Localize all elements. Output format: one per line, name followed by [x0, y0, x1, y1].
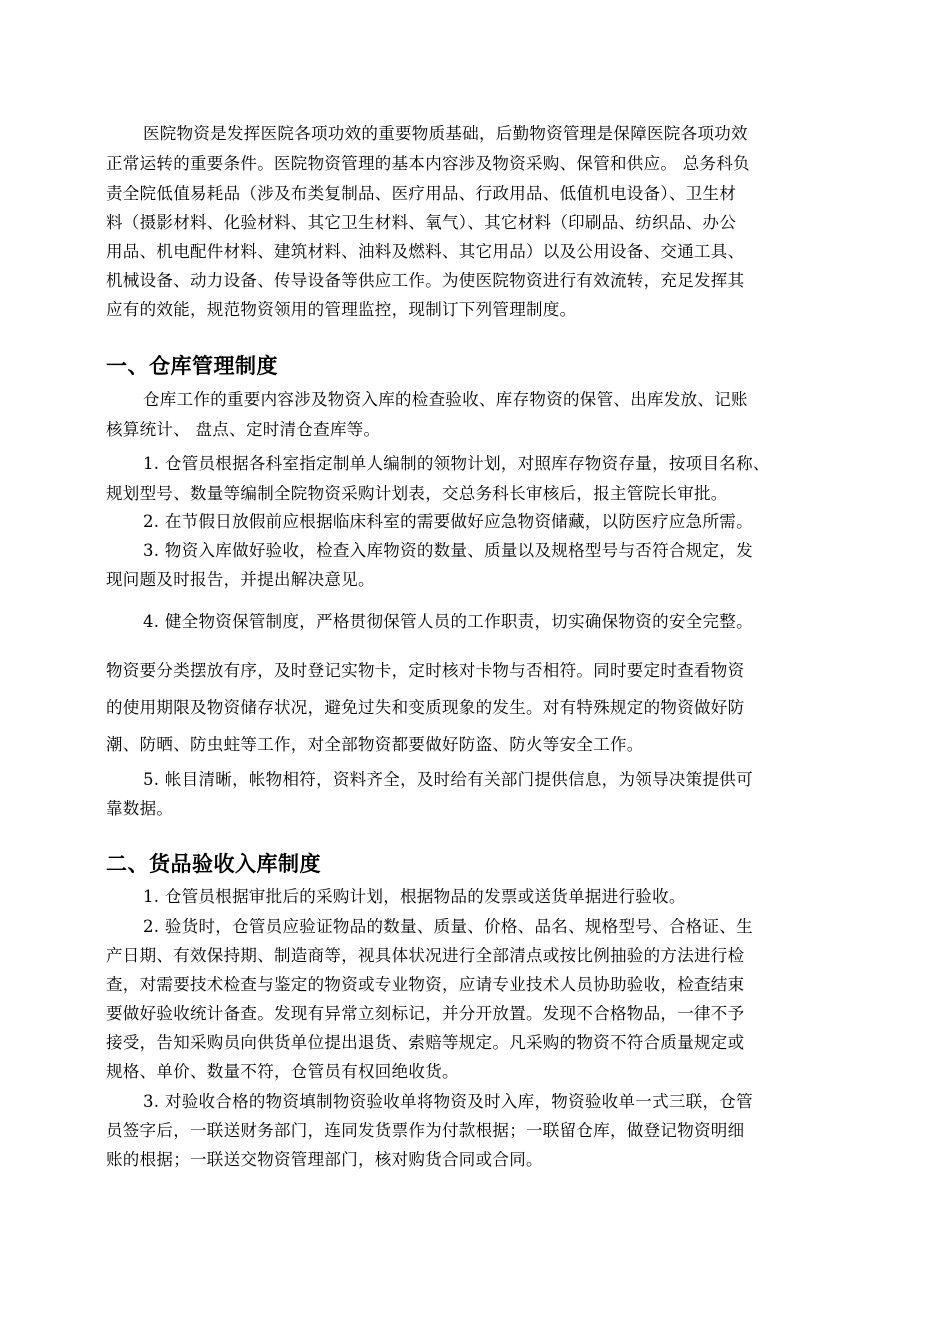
- body-line: 员签字后，一联送财务部门，连同发货票作为付款根据；一联留仓库，做登记物资明细: [106, 1121, 745, 1140]
- body-line: 现问题及时报告，并提出解决意见。: [106, 570, 375, 589]
- body-line: 1. 仓管员根据审批后的采购计划，根据物品的发票或送货单据进行验收。: [143, 887, 686, 906]
- body-line: 查，对需要技术检查与鉴定的物资或专业物资，应请专业技术人员协助验收，检查结束: [106, 975, 745, 994]
- body-line: 接受，告知采购员向供货单位提出退货、索赔等规定。凡采购的物资不符合质量规定或: [106, 1033, 745, 1052]
- body-line: 仓库工作的重要内容涉及物资入库的检查验收、库存物资的保管、出库发放、记账: [143, 390, 748, 409]
- intro-line: 用品、机电配件材料、建筑材料、油料及燃料、其它用品）以及公用设备、交通工具、: [106, 242, 745, 261]
- body-line: 2. 验货时，仓管员应验证物品的数量、质量、价格、品名、规格型号、合格证、生: [143, 917, 753, 936]
- section-heading: 二、货品验收入库制度: [106, 852, 321, 876]
- body-line: 2. 在节假日放假前应根据临床科室的需要做好应急物资储藏，以防医疗应急所需。: [143, 512, 753, 531]
- body-line: 产日期、有效保持期、制造商等，视具体状况进行全部清点或按比例抽验的方法进行检: [106, 946, 745, 965]
- body-line: 要做好验收统计备查。发现有异常立刻标记，并分开放置。发现不合格物品，一律不予: [106, 1004, 745, 1023]
- section-heading: 一、仓库管理制度: [106, 354, 278, 378]
- body-line: 规格、单价、数量不符，仓管员有权回绝收货。: [106, 1062, 459, 1081]
- body-line: 的使用期限及物资储存状况，避免过失和变质现象的发生。对有特殊规定的物资做好防: [106, 698, 745, 717]
- body-line: 物资要分类摆放有序，及时登记实物卡，定时核对卡物与否相符。同时要定时查看物资: [106, 661, 745, 680]
- body-line: 潮、防晒、防虫蛀等工作，对全部物资都要做好防盗、防火等安全工作。: [106, 735, 644, 754]
- body-line: 5. 帐目清晰，帐物相符，资料齐全，及时给有关部门提供信息，为领导决策提供可: [143, 770, 753, 789]
- intro-line: 应有的效能，规范物资领用的管理监控，现制订下列管理制度。: [106, 300, 577, 319]
- body-line: 4. 健全物资保管制度，严格贯彻保管人员的工作职责，切实确保物资的安全完整。: [143, 612, 753, 631]
- body-line: 靠数据。: [106, 799, 174, 818]
- intro-line: 机械设备、动力设备、传导设备等供应工作。为使医院物资进行有效流转，充足发挥其: [106, 271, 745, 290]
- body-line: 3. 物资入库做好验收，检查入库物资的数量、质量以及规格型号与否符合规定，发: [143, 541, 753, 560]
- body-line: 核算统计、 盘点、定时清仓查库等。: [106, 420, 381, 439]
- body-line: 规划型号、数量等编制全院物资采购计划表，交总务科长审核后，报主管院长审批。: [106, 484, 728, 503]
- body-line: 3. 对验收合格的物资填制物资验收单将物资及时入库，物资验收单一式三联，仓管: [143, 1092, 753, 1111]
- intro-line: 料（摄影材料、化验材料、其它卫生材料、氧气）、其它材料（印刷品、纺织品、办公: [106, 213, 737, 232]
- intro-line: 正常运转的重要条件。医院物资管理的基本内容涉及物资采购、保管和供应。 总务科负: [106, 154, 750, 173]
- body-line: 1. 仓管员根据各科室指定制单人编制的领物计划，对照库存物资存量，按项目名称、: [143, 454, 770, 473]
- intro-line: 医院物资是发挥医院各项功效的重要物质基础，后勤物资管理是保障医院各项功效: [143, 124, 748, 143]
- intro-line: 责全院低值易耗品（涉及布类复制品、医疗用品、行政用品、低值机电设备）、卫生材: [106, 184, 737, 203]
- body-line: 账的根据；一联送交物资管理部门，核对购货合同或合同。: [106, 1150, 543, 1169]
